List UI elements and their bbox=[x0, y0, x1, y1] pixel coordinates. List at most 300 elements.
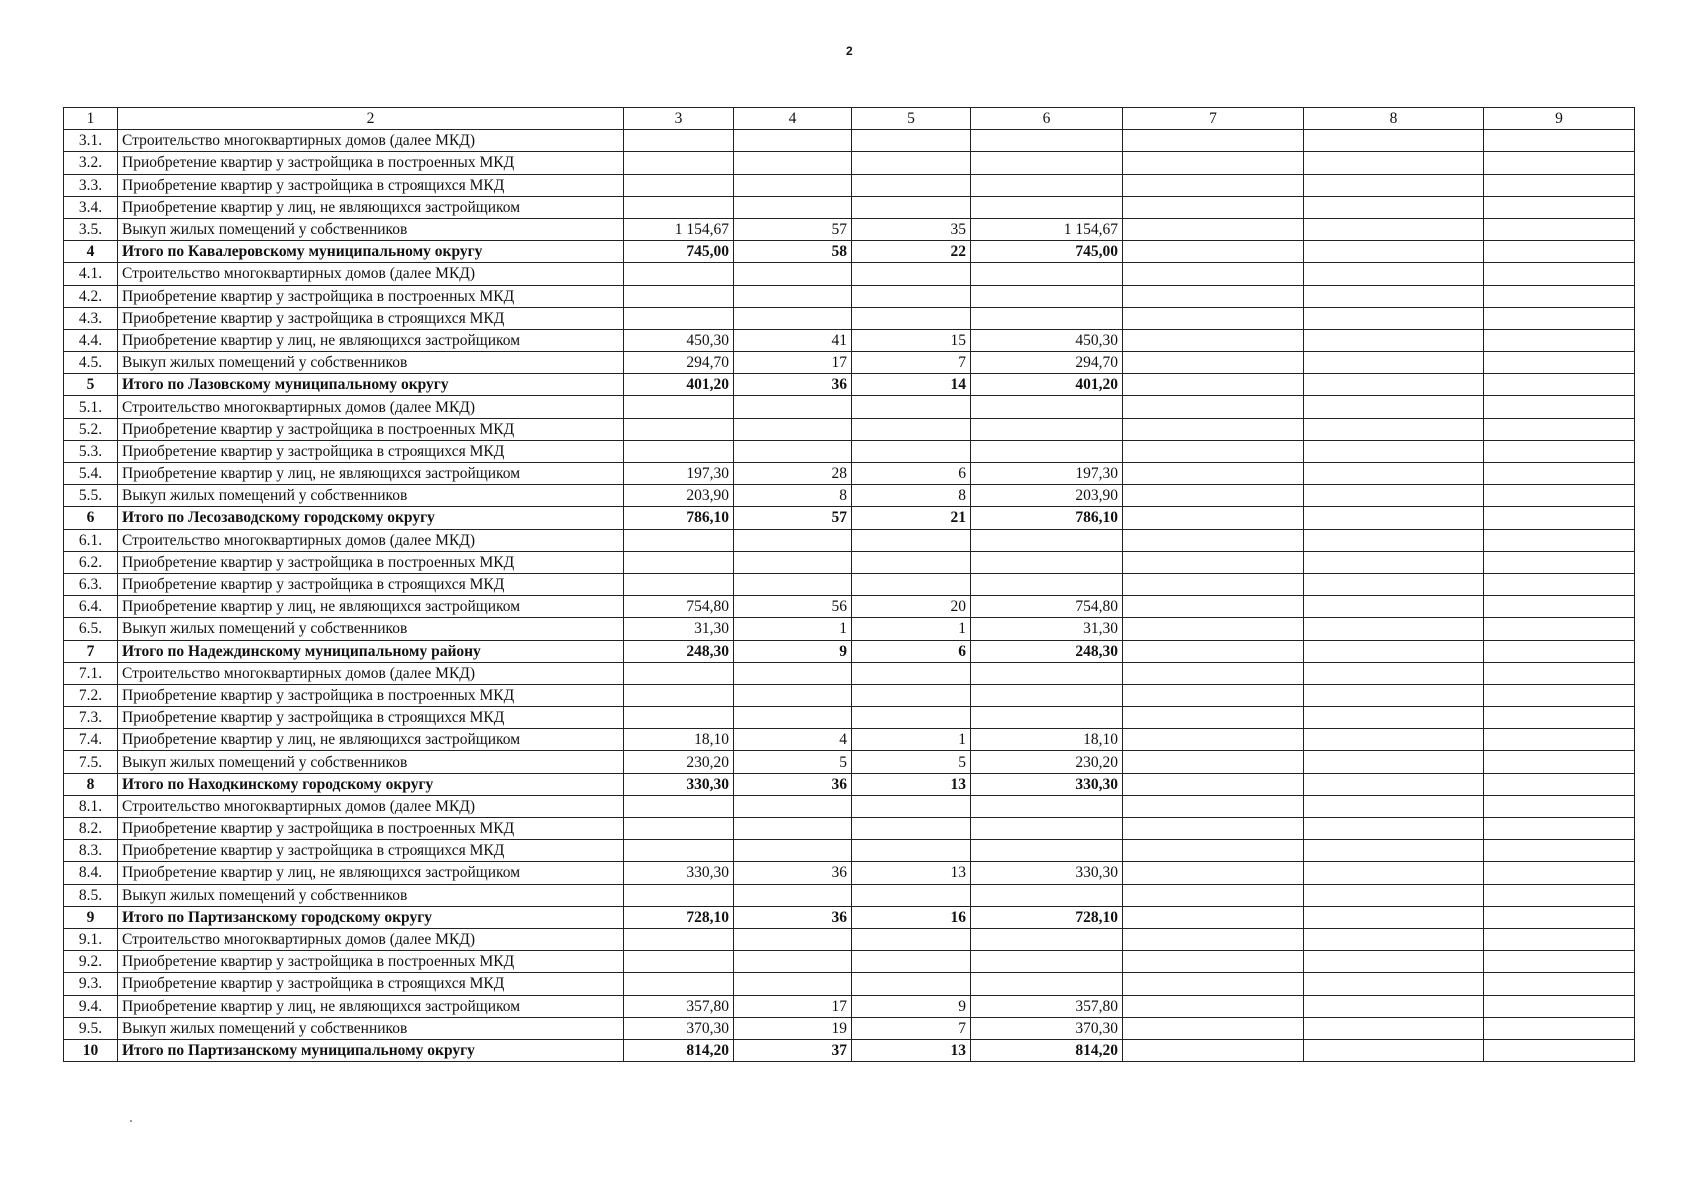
col8-value bbox=[1304, 529, 1484, 551]
col7-value bbox=[1123, 640, 1304, 662]
col6-value bbox=[971, 951, 1123, 973]
col9-value bbox=[1484, 729, 1635, 751]
column-header-3: 3 bbox=[624, 108, 734, 130]
col8-value bbox=[1304, 307, 1484, 329]
col7-value bbox=[1123, 862, 1304, 884]
col3-value bbox=[624, 684, 734, 706]
table-row bbox=[64, 396, 1635, 418]
col5-value: 6 bbox=[852, 463, 971, 485]
row-description: Приобретение квартир у застройщика в построенных МКД bbox=[118, 418, 624, 440]
col8-value bbox=[1304, 662, 1484, 684]
table-row bbox=[64, 307, 1635, 329]
col9-value bbox=[1484, 973, 1635, 995]
col6-value bbox=[971, 662, 1123, 684]
col4-value bbox=[734, 928, 852, 950]
col3-value bbox=[624, 152, 734, 174]
row-number: 10 bbox=[64, 1039, 118, 1061]
col6-value: 230,20 bbox=[971, 751, 1123, 773]
row-description: Приобретение квартир у застройщика в построенных МКД bbox=[118, 951, 624, 973]
col8-value bbox=[1304, 795, 1484, 817]
col5-value: 1 bbox=[852, 618, 971, 640]
column-header-8: 8 bbox=[1304, 108, 1484, 130]
row-number: 5.5. bbox=[64, 485, 118, 507]
col6-value: 745,00 bbox=[971, 241, 1123, 263]
col9-value bbox=[1484, 307, 1635, 329]
col4-value: 58 bbox=[734, 241, 852, 263]
col5-value bbox=[852, 795, 971, 817]
col7-value bbox=[1123, 884, 1304, 906]
col5-value bbox=[852, 263, 971, 285]
col9-value bbox=[1484, 840, 1635, 862]
col6-value: 18,10 bbox=[971, 729, 1123, 751]
table-row bbox=[64, 751, 1635, 773]
col4-value: 4 bbox=[734, 729, 852, 751]
col4-value: 8 bbox=[734, 485, 852, 507]
col7-value bbox=[1123, 196, 1304, 218]
col4-value bbox=[734, 418, 852, 440]
table-header-row bbox=[64, 108, 1635, 130]
col3-value bbox=[624, 196, 734, 218]
row-description: Приобретение квартир у застройщика в строящихся МКД bbox=[118, 174, 624, 196]
col6-value bbox=[971, 884, 1123, 906]
col5-value bbox=[852, 684, 971, 706]
col3-value: 31,30 bbox=[624, 618, 734, 640]
col4-value bbox=[734, 573, 852, 595]
col3-value bbox=[624, 263, 734, 285]
col3-value: 330,30 bbox=[624, 862, 734, 884]
col6-value bbox=[971, 396, 1123, 418]
col4-value bbox=[734, 795, 852, 817]
row-description: Итого по Лесозаводскому городскому округу bbox=[118, 507, 624, 529]
col8-value bbox=[1304, 196, 1484, 218]
row-description: Приобретение квартир у лиц, не являющихся застройщиком bbox=[118, 463, 624, 485]
col7-value bbox=[1123, 507, 1304, 529]
column-header-5: 5 bbox=[852, 108, 971, 130]
row-number: 8.2. bbox=[64, 818, 118, 840]
col8-value bbox=[1304, 396, 1484, 418]
table-total-row bbox=[64, 507, 1635, 529]
col7-value bbox=[1123, 241, 1304, 263]
col9-value bbox=[1484, 551, 1635, 573]
col6-value: 1 154,67 bbox=[971, 218, 1123, 240]
col9-value bbox=[1484, 751, 1635, 773]
col5-value bbox=[852, 707, 971, 729]
col9-value bbox=[1484, 329, 1635, 351]
col3-value: 203,90 bbox=[624, 485, 734, 507]
col5-value: 35 bbox=[852, 218, 971, 240]
col4-value bbox=[734, 551, 852, 573]
col9-value bbox=[1484, 662, 1635, 684]
row-number: 3.3. bbox=[64, 174, 118, 196]
col5-value: 13 bbox=[852, 862, 971, 884]
row-number: 7.5. bbox=[64, 751, 118, 773]
row-number: 8.4. bbox=[64, 862, 118, 884]
col8-value bbox=[1304, 285, 1484, 307]
table-row bbox=[64, 729, 1635, 751]
row-description: Строительство многоквартирных домов (далее МКД) bbox=[118, 263, 624, 285]
col8-value bbox=[1304, 263, 1484, 285]
col9-value bbox=[1484, 418, 1635, 440]
col8-value bbox=[1304, 551, 1484, 573]
table-row bbox=[64, 329, 1635, 351]
stray-mark bbox=[130, 1120, 132, 1122]
column-header-7: 7 bbox=[1123, 108, 1304, 130]
col8-value bbox=[1304, 352, 1484, 374]
col9-value bbox=[1484, 1039, 1635, 1061]
col5-value: 13 bbox=[852, 1039, 971, 1061]
col6-value: 294,70 bbox=[971, 352, 1123, 374]
row-number: 7.2. bbox=[64, 684, 118, 706]
col4-value: 57 bbox=[734, 218, 852, 240]
col4-value bbox=[734, 951, 852, 973]
col3-value: 1 154,67 bbox=[624, 218, 734, 240]
row-number: 4.5. bbox=[64, 352, 118, 374]
col7-value bbox=[1123, 1039, 1304, 1061]
col8-value bbox=[1304, 152, 1484, 174]
col7-value bbox=[1123, 329, 1304, 351]
col9-value bbox=[1484, 618, 1635, 640]
col6-value bbox=[971, 573, 1123, 595]
row-description: Выкуп жилых помещений у собственников bbox=[118, 1017, 624, 1039]
column-header-9: 9 bbox=[1484, 108, 1635, 130]
col5-value bbox=[852, 840, 971, 862]
col8-value bbox=[1304, 707, 1484, 729]
col7-value bbox=[1123, 218, 1304, 240]
col5-value: 7 bbox=[852, 352, 971, 374]
col4-value: 36 bbox=[734, 374, 852, 396]
col3-value: 450,30 bbox=[624, 329, 734, 351]
col3-value bbox=[624, 573, 734, 595]
col5-value: 15 bbox=[852, 329, 971, 351]
table-row bbox=[64, 707, 1635, 729]
row-description: Строительство многоквартирных домов (далее МКД) bbox=[118, 396, 624, 418]
table-row bbox=[64, 418, 1635, 440]
col4-value: 36 bbox=[734, 773, 852, 795]
col3-value bbox=[624, 551, 734, 573]
col4-value: 9 bbox=[734, 640, 852, 662]
row-number: 5 bbox=[64, 374, 118, 396]
row-description: Приобретение квартир у застройщика в строящихся МКД bbox=[118, 973, 624, 995]
col5-value: 9 bbox=[852, 995, 971, 1017]
col8-value bbox=[1304, 973, 1484, 995]
col6-value bbox=[971, 130, 1123, 152]
col9-value bbox=[1484, 951, 1635, 973]
col6-value bbox=[971, 440, 1123, 462]
col9-value bbox=[1484, 707, 1635, 729]
row-number: 4.3. bbox=[64, 307, 118, 329]
row-description: Выкуп жилых помещений у собственников bbox=[118, 352, 624, 374]
col4-value bbox=[734, 307, 852, 329]
col6-value: 203,90 bbox=[971, 485, 1123, 507]
col7-value bbox=[1123, 352, 1304, 374]
col9-value bbox=[1484, 396, 1635, 418]
col8-value bbox=[1304, 485, 1484, 507]
table-row bbox=[64, 196, 1635, 218]
col6-value bbox=[971, 684, 1123, 706]
col8-value bbox=[1304, 773, 1484, 795]
col7-value bbox=[1123, 152, 1304, 174]
row-description: Приобретение квартир у застройщика в построенных МКД bbox=[118, 285, 624, 307]
table-row bbox=[64, 551, 1635, 573]
col3-value bbox=[624, 884, 734, 906]
col3-value bbox=[624, 174, 734, 196]
row-number: 6.3. bbox=[64, 573, 118, 595]
col5-value bbox=[852, 307, 971, 329]
col7-value bbox=[1123, 707, 1304, 729]
row-description: Строительство многоквартирных домов (далее МКД) bbox=[118, 529, 624, 551]
col3-value bbox=[624, 307, 734, 329]
col6-value bbox=[971, 174, 1123, 196]
row-number: 9 bbox=[64, 906, 118, 928]
table-row bbox=[64, 440, 1635, 462]
col6-value: 450,30 bbox=[971, 329, 1123, 351]
col5-value: 13 bbox=[852, 773, 971, 795]
row-number: 8.1. bbox=[64, 795, 118, 817]
col3-value: 786,10 bbox=[624, 507, 734, 529]
col6-value: 728,10 bbox=[971, 906, 1123, 928]
col6-value bbox=[971, 529, 1123, 551]
row-description: Выкуп жилых помещений у собственников bbox=[118, 751, 624, 773]
col8-value bbox=[1304, 840, 1484, 862]
row-description: Строительство многоквартирных домов (далее МКД) bbox=[118, 795, 624, 817]
col3-value: 294,70 bbox=[624, 352, 734, 374]
col8-value bbox=[1304, 640, 1484, 662]
col7-value bbox=[1123, 307, 1304, 329]
col3-value bbox=[624, 818, 734, 840]
row-number: 7.1. bbox=[64, 662, 118, 684]
row-number: 6 bbox=[64, 507, 118, 529]
table-row bbox=[64, 352, 1635, 374]
table-total-row bbox=[64, 640, 1635, 662]
col4-value bbox=[734, 840, 852, 862]
col9-value bbox=[1484, 684, 1635, 706]
col3-value bbox=[624, 529, 734, 551]
row-description: Выкуп жилых помещений у собственников bbox=[118, 218, 624, 240]
col3-value bbox=[624, 707, 734, 729]
col7-value bbox=[1123, 1017, 1304, 1039]
col8-value bbox=[1304, 463, 1484, 485]
col5-value: 6 bbox=[852, 640, 971, 662]
col5-value bbox=[852, 973, 971, 995]
col4-value bbox=[734, 174, 852, 196]
table-row bbox=[64, 618, 1635, 640]
col5-value bbox=[852, 196, 971, 218]
col6-value bbox=[971, 285, 1123, 307]
row-description: Итого по Партизанскому городскому округу bbox=[118, 906, 624, 928]
col9-value bbox=[1484, 485, 1635, 507]
col9-value bbox=[1484, 529, 1635, 551]
col8-value bbox=[1304, 329, 1484, 351]
col3-value: 330,30 bbox=[624, 773, 734, 795]
col6-value bbox=[971, 307, 1123, 329]
data-table bbox=[63, 107, 1635, 1062]
col6-value: 330,30 bbox=[971, 862, 1123, 884]
col7-value bbox=[1123, 263, 1304, 285]
col8-value bbox=[1304, 507, 1484, 529]
col8-value bbox=[1304, 995, 1484, 1017]
col9-value bbox=[1484, 507, 1635, 529]
col5-value bbox=[852, 285, 971, 307]
col8-value bbox=[1304, 906, 1484, 928]
row-number: 9.2. bbox=[64, 951, 118, 973]
col5-value: 8 bbox=[852, 485, 971, 507]
row-description: Выкуп жилых помещений у собственников bbox=[118, 485, 624, 507]
row-description: Итого по Кавалеровскому муниципальному округу bbox=[118, 241, 624, 263]
col6-value: 786,10 bbox=[971, 507, 1123, 529]
col8-value bbox=[1304, 684, 1484, 706]
col4-value: 56 bbox=[734, 596, 852, 618]
col5-value bbox=[852, 152, 971, 174]
col3-value bbox=[624, 951, 734, 973]
col3-value bbox=[624, 795, 734, 817]
col9-value bbox=[1484, 773, 1635, 795]
col7-value bbox=[1123, 773, 1304, 795]
col7-value bbox=[1123, 485, 1304, 507]
col5-value bbox=[852, 130, 971, 152]
col6-value: 197,30 bbox=[971, 463, 1123, 485]
col8-value bbox=[1304, 751, 1484, 773]
table-row bbox=[64, 263, 1635, 285]
row-description: Выкуп жилых помещений у собственников bbox=[118, 618, 624, 640]
table-row bbox=[64, 1017, 1635, 1039]
col3-value bbox=[624, 840, 734, 862]
row-number: 3.4. bbox=[64, 196, 118, 218]
col8-value bbox=[1304, 862, 1484, 884]
row-number: 7.3. bbox=[64, 707, 118, 729]
col4-value bbox=[734, 662, 852, 684]
col9-value bbox=[1484, 152, 1635, 174]
col9-value bbox=[1484, 995, 1635, 1017]
row-number: 9.1. bbox=[64, 928, 118, 950]
row-description: Приобретение квартир у застройщика в построенных МКД bbox=[118, 684, 624, 706]
col9-value bbox=[1484, 263, 1635, 285]
col7-value bbox=[1123, 928, 1304, 950]
table-row bbox=[64, 973, 1635, 995]
table-row bbox=[64, 795, 1635, 817]
row-number: 7.4. bbox=[64, 729, 118, 751]
col4-value bbox=[734, 263, 852, 285]
row-number: 6.4. bbox=[64, 596, 118, 618]
col6-value bbox=[971, 818, 1123, 840]
col7-value bbox=[1123, 618, 1304, 640]
row-description: Приобретение квартир у застройщика в строящихся МКД bbox=[118, 573, 624, 595]
col8-value bbox=[1304, 818, 1484, 840]
row-number: 7 bbox=[64, 640, 118, 662]
col7-value bbox=[1123, 440, 1304, 462]
col7-value bbox=[1123, 285, 1304, 307]
row-description: Строительство многоквартирных домов (далее МКД) bbox=[118, 130, 624, 152]
col3-value bbox=[624, 440, 734, 462]
table-row bbox=[64, 884, 1635, 906]
col8-value bbox=[1304, 418, 1484, 440]
col8-value bbox=[1304, 596, 1484, 618]
col3-value bbox=[624, 285, 734, 307]
col8-value bbox=[1304, 218, 1484, 240]
row-description: Приобретение квартир у застройщика в строящихся МКД bbox=[118, 440, 624, 462]
col9-value bbox=[1484, 884, 1635, 906]
table-total-row bbox=[64, 906, 1635, 928]
col9-value bbox=[1484, 218, 1635, 240]
col7-value bbox=[1123, 751, 1304, 773]
col4-value: 1 bbox=[734, 618, 852, 640]
table-row bbox=[64, 596, 1635, 618]
row-description: Приобретение квартир у застройщика в строящихся МКД bbox=[118, 840, 624, 862]
row-number: 6.5. bbox=[64, 618, 118, 640]
table-row bbox=[64, 485, 1635, 507]
table-row bbox=[64, 218, 1635, 240]
row-number: 9.5. bbox=[64, 1017, 118, 1039]
col5-value bbox=[852, 573, 971, 595]
col3-value bbox=[624, 662, 734, 684]
col6-value bbox=[971, 973, 1123, 995]
row-number: 9.3. bbox=[64, 973, 118, 995]
col7-value bbox=[1123, 840, 1304, 862]
table-row bbox=[64, 573, 1635, 595]
col8-value bbox=[1304, 440, 1484, 462]
col7-value bbox=[1123, 596, 1304, 618]
col4-value: 37 bbox=[734, 1039, 852, 1061]
row-description: Итого по Партизанскому муниципальному округу bbox=[118, 1039, 624, 1061]
col9-value bbox=[1484, 130, 1635, 152]
row-description: Приобретение квартир у лиц, не являющихся застройщиком bbox=[118, 329, 624, 351]
col4-value bbox=[734, 818, 852, 840]
col6-value bbox=[971, 263, 1123, 285]
row-number: 5.1. bbox=[64, 396, 118, 418]
row-description: Строительство многоквартирных домов (далее МКД) bbox=[118, 928, 624, 950]
col8-value bbox=[1304, 928, 1484, 950]
col3-value bbox=[624, 418, 734, 440]
row-description: Приобретение квартир у застройщика в строящихся МКД bbox=[118, 307, 624, 329]
column-header-1: 1 bbox=[64, 108, 118, 130]
col3-value bbox=[624, 130, 734, 152]
col9-value bbox=[1484, 352, 1635, 374]
table-row bbox=[64, 928, 1635, 950]
col7-value bbox=[1123, 529, 1304, 551]
col4-value: 5 bbox=[734, 751, 852, 773]
col7-value bbox=[1123, 973, 1304, 995]
row-number: 6.2. bbox=[64, 551, 118, 573]
table-row bbox=[64, 840, 1635, 862]
table-row bbox=[64, 662, 1635, 684]
row-description: Приобретение квартир у лиц, не являющихся застройщиком bbox=[118, 862, 624, 884]
row-number: 6.1. bbox=[64, 529, 118, 551]
column-header-6: 6 bbox=[971, 108, 1123, 130]
col7-value bbox=[1123, 463, 1304, 485]
row-number: 5.2. bbox=[64, 418, 118, 440]
col4-value bbox=[734, 973, 852, 995]
col9-value bbox=[1484, 463, 1635, 485]
col7-value bbox=[1123, 573, 1304, 595]
col9-value bbox=[1484, 573, 1635, 595]
col3-value: 401,20 bbox=[624, 374, 734, 396]
col4-value bbox=[734, 396, 852, 418]
col4-value: 41 bbox=[734, 329, 852, 351]
table-row bbox=[64, 529, 1635, 551]
col3-value bbox=[624, 928, 734, 950]
col6-value: 814,20 bbox=[971, 1039, 1123, 1061]
row-description: Выкуп жилых помещений у собственников bbox=[118, 884, 624, 906]
col5-value bbox=[852, 174, 971, 196]
col5-value bbox=[852, 529, 971, 551]
col6-value bbox=[971, 551, 1123, 573]
row-number: 3.2. bbox=[64, 152, 118, 174]
col8-value bbox=[1304, 884, 1484, 906]
row-description: Приобретение квартир у застройщика в построенных МКД bbox=[118, 818, 624, 840]
col3-value bbox=[624, 973, 734, 995]
row-description: Приобретение квартир у лиц, не являющихся застройщиком bbox=[118, 596, 624, 618]
col4-value: 36 bbox=[734, 862, 852, 884]
table-row bbox=[64, 684, 1635, 706]
